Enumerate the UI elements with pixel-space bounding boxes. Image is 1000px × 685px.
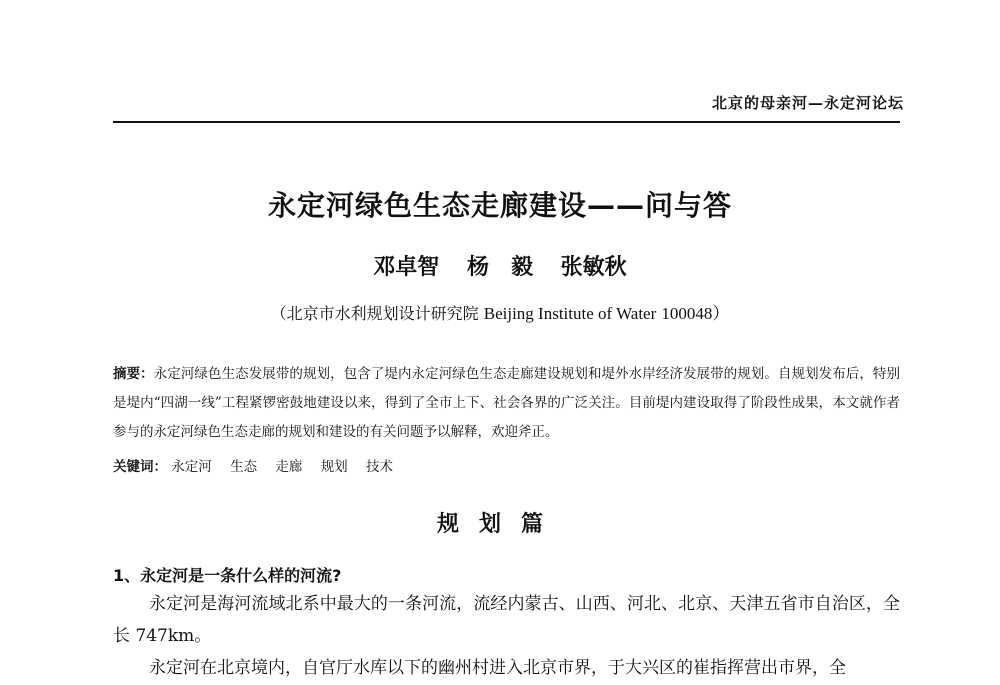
abstract — [113, 360, 900, 447]
affiliation — [0, 299, 1000, 324]
keywords — [113, 455, 407, 475]
affiliation-en: Beijing Institute of Water — [483, 304, 657, 323]
running-header: 北京的母亲河—永定河论坛 — [711, 94, 904, 112]
keyword: 生态 — [230, 459, 258, 475]
keyword: 永定河 — [171, 459, 212, 475]
body-paragraph: 永定河在北京境内，自官厅水库以下的幽州村进入北京市界，于大兴区的崔指挥营出市界，全 — [149, 658, 846, 678]
keywords-label: 关键词： — [113, 459, 167, 475]
authors — [0, 250, 1000, 281]
keyword: 规划 — [320, 459, 348, 475]
header-rule — [113, 121, 900, 123]
abstract-text: 永定河绿色生态发展带的规划，包含了堤内永定河绿色生态走廊建设规划和堤外水岸经济发展带的规划。自规划发布后，特别是堤内“四湖一线”工程紧锣密鼓地建设以来，得到了全市上下、社会各界的广泛关注。目前堤内建设取得了阶段性成果，本文就作者参与的永定河绿色生态走廊的规划和建设的有关问题予以解释，欢迎斧正。 — [113, 366, 901, 440]
affiliation-cn: （北京市水利规划设计研究院 — [270, 304, 479, 323]
affiliation-code: 100048） — [661, 304, 730, 323]
author-3: 张敏秋 — [560, 254, 627, 280]
question-heading: 1、永定河是一条什么样的河流? — [113, 566, 342, 585]
author-1: 邓卓智 — [373, 254, 440, 280]
keyword: 技术 — [365, 459, 393, 475]
keyword: 走廊 — [275, 459, 303, 475]
section-title: 规划篇 — [436, 512, 563, 537]
abstract-label: 摘要： — [113, 366, 154, 382]
body-paragraph: 永定河是海河流域北系中最大的一条河流，流经内蒙古、山西、河北、北京、天津五省市自治区，全长 747km。 — [113, 594, 900, 646]
article-title: 永定河绿色生态走廊建设——问与答 — [267, 189, 732, 222]
author-2: 杨 毅 — [466, 254, 533, 280]
